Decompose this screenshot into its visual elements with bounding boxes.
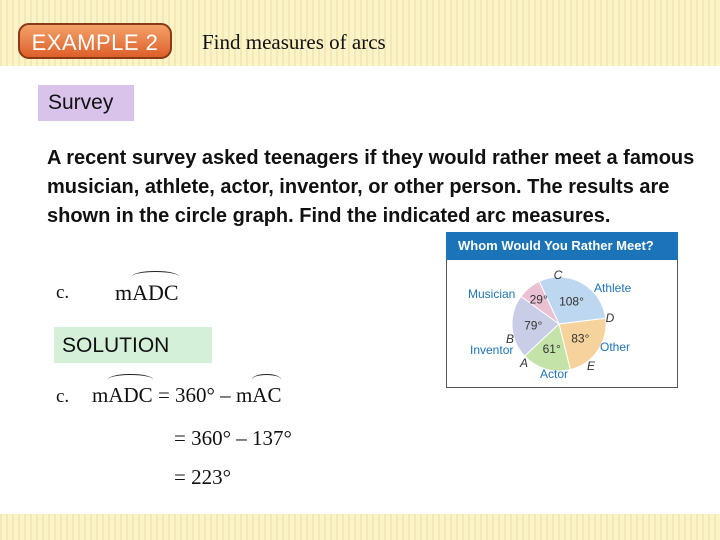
point-label-a: A bbox=[519, 356, 529, 370]
section-label: Survey bbox=[38, 85, 134, 121]
chart-title: Whom Would You Rather Meet? bbox=[446, 232, 678, 260]
part-letter: c. bbox=[56, 282, 70, 303]
arc-symbol bbox=[252, 374, 281, 385]
category-label-inventor: Inventor bbox=[470, 343, 514, 357]
category-label-athlete: Athlete bbox=[594, 281, 632, 295]
page-title: Find measures of arcs bbox=[202, 30, 386, 54]
solution-label: SOLUTION bbox=[54, 327, 212, 363]
arc-symbol bbox=[132, 271, 178, 282]
pie-chart bbox=[446, 260, 678, 386]
point-label-e: E bbox=[586, 359, 596, 373]
category-label-musician: Musician bbox=[468, 287, 516, 301]
point-label-d: D bbox=[605, 311, 615, 325]
slice-value-label: 79° bbox=[524, 318, 543, 333]
slice-value-label: 108° bbox=[559, 294, 584, 309]
slice-value-label: 61° bbox=[542, 341, 561, 356]
solution-line-1: m ADC = 360° – m AC bbox=[92, 383, 281, 408]
category-label-actor: Actor bbox=[540, 367, 569, 381]
point-label-b: B bbox=[505, 332, 515, 346]
slice-value-label: 29° bbox=[529, 292, 548, 307]
part-expression bbox=[115, 280, 179, 306]
problem-text: A recent survey asked teenagers if they would rather meet a famous musician, athlete, actor, inventor, or other person. The results are shown in the circle graph. Find the indicated arc measures. bbox=[47, 147, 695, 227]
arc-adc: ADC bbox=[132, 280, 178, 306]
solution-line-3: = 223° bbox=[174, 465, 231, 489]
measure-prefix: m bbox=[115, 280, 133, 305]
example-badge: EXAMPLE 2 bbox=[18, 23, 172, 59]
category-label-other: Other bbox=[600, 340, 631, 354]
solution-line-2: = 360° – 137° bbox=[174, 426, 292, 450]
slice-value-label: 83° bbox=[571, 331, 590, 346]
solution-letter: c. bbox=[56, 386, 70, 407]
point-label-c: C bbox=[553, 268, 563, 282]
arc-adc: ADC bbox=[108, 383, 152, 408]
arc-ac: AC bbox=[252, 383, 281, 408]
arc-symbol bbox=[108, 374, 152, 385]
footer-band bbox=[0, 514, 720, 540]
